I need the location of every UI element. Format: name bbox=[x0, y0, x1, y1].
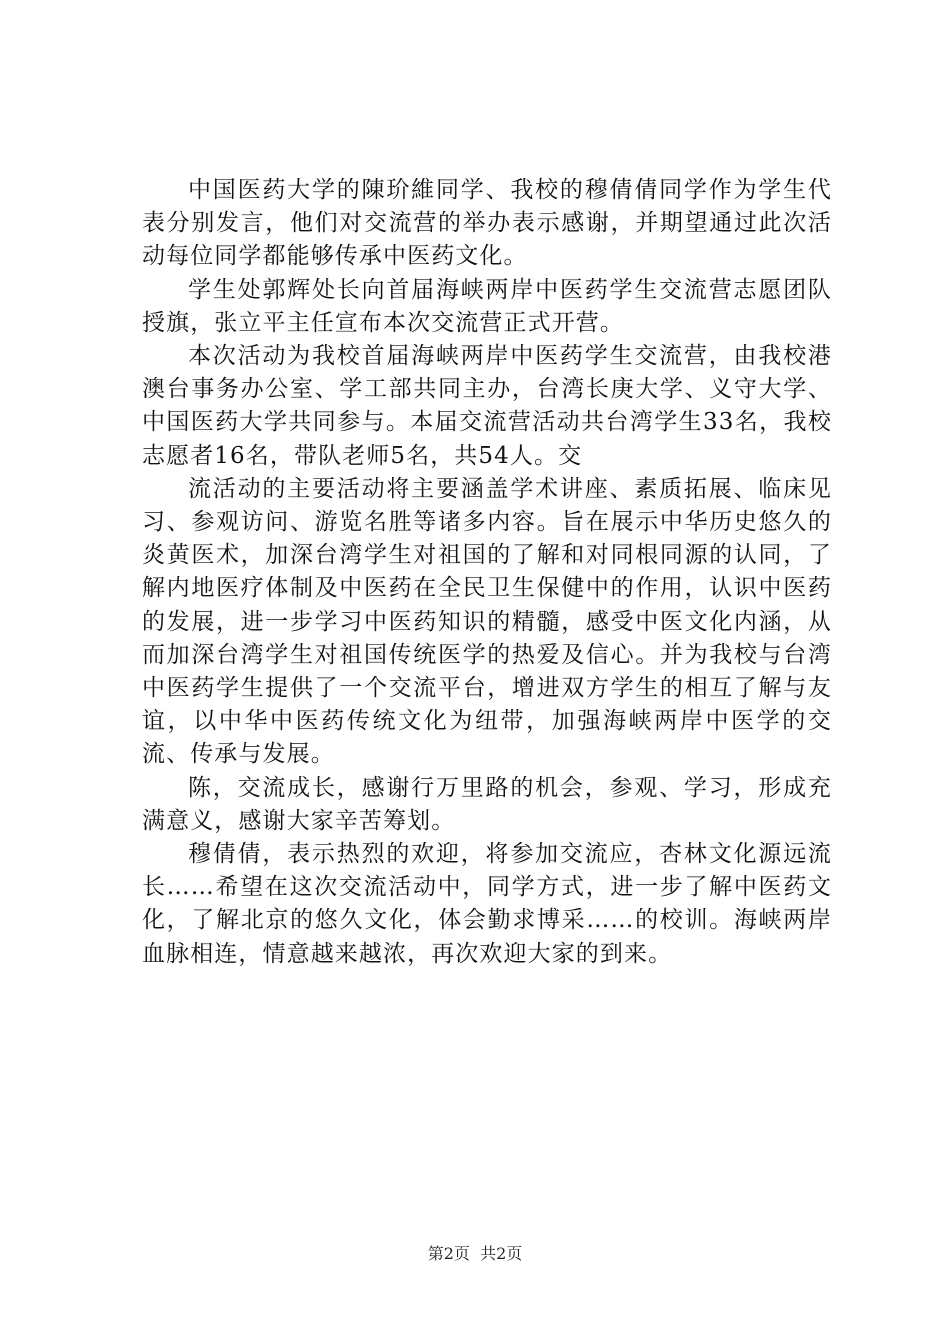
paragraph-chen-remarks: 陈，交流成长，感谢行万里路的机会，参观、学习，形成充满意义，感谢大家辛苦筹划。 bbox=[142, 774, 832, 834]
paragraph-activities: 流活动的主要活动将主要涵盖学术讲座、素质拓展、临床见习、参观访问、游览名胜等诸多内容。旨在展示中华历史悠久的炎黄医术，加深台湾学生对祖国的了解和对同根同源的认同，了解内地医疗体制及中医药在全民卫生保健中的作用，认识中医药的发展，进一步学习中医药知识的精髓，感受中医文化内涵，从而加深台湾学生对祖国传统医学的热爱及信心。并为我校与台湾中医药学生提供了一个交流平台，增进双方学生的相互了解与友谊，以中华中医药传统文化为纽带，加强海峡两岸中医学的交流、传承与发展。 bbox=[142, 475, 832, 768]
paragraph-event-overview: 本次活动为我校首届海峡两岸中医药学生交流营，由我校港澳台事务办公室、学工部共同主办，台湾长庚大学、义守大学、中国医药大学共同参与。本届交流营活动共台湾学生33名，我校志愿者16名，带队老师5名，共54人。交 bbox=[142, 343, 832, 469]
page-number-label: 第2页 共2页 bbox=[427, 1244, 523, 1263]
page-footer bbox=[0, 1244, 950, 1264]
paragraph-flag-ceremony: 学生处郭辉处长向首届海峡两岸中医药学生交流营志愿团队授旗，张立平主任宣布本次交流营正式开营。 bbox=[142, 276, 832, 336]
paragraph-mu-remarks: 穆倩倩，表示热烈的欢迎，将参加交流应，杏林文化源远流长……希望在这次交流活动中，同学方式，进一步了解中医药文化，了解北京的悠久文化，体会勤求博采……的校训。海峡两岸血脉相连，情意越来越浓，再次欢迎大家的到来。 bbox=[142, 841, 832, 967]
document-body bbox=[142, 174, 832, 971]
paragraph-speakers: 中国医药大学的陳玠維同学、我校的穆倩倩同学作为学生代表分别发言，他们对交流营的举办表示感谢，并期望通过此次活动每位同学都能够传承中医药文化。 bbox=[142, 177, 832, 270]
